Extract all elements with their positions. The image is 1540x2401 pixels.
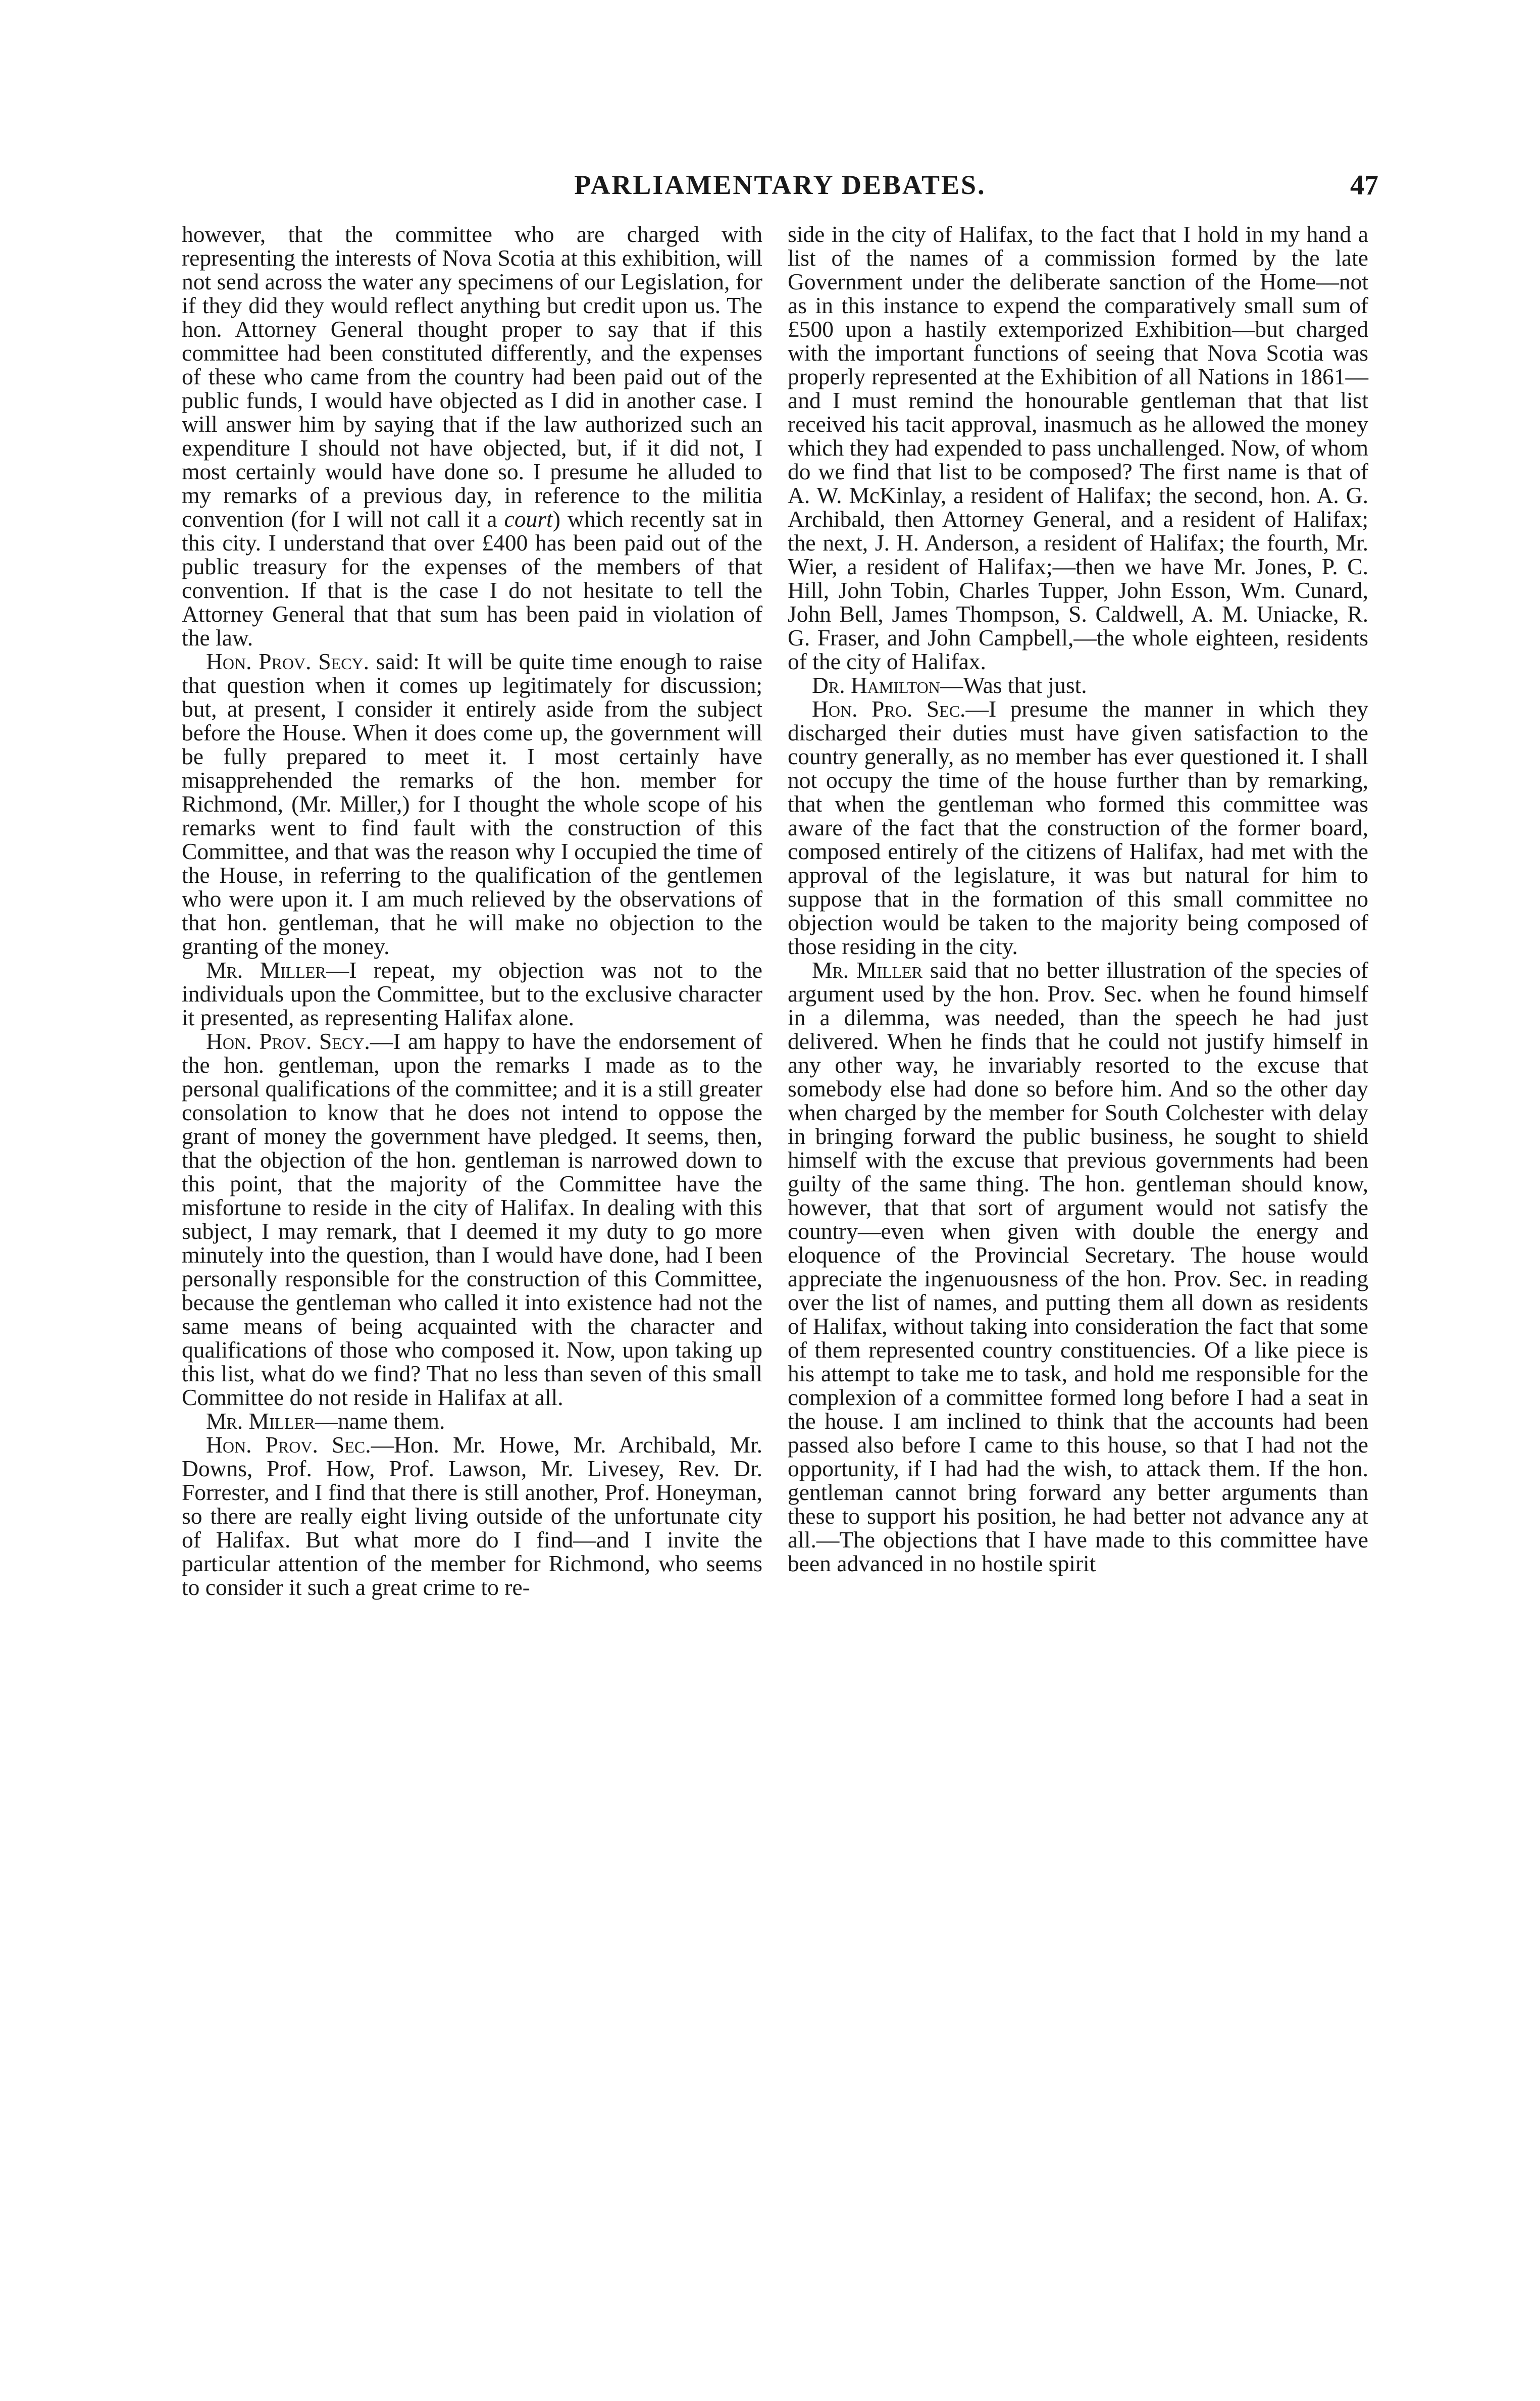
paragraph: Hon. Pro. Sec.—I presume the manner in which they discharged their duties must have given satisfaction to the country generally, as no member has ever questioned it. I shall not occupy the time of the house further than by remarking, that when the gentleman who formed this committee was aware of the fact that the construction of the former board, composed entirely of the citizens of Halifax, had met with the approval of the legislature, it was but natural for him to suppose that in the formation of this small committee no objection would be taken to the majority being composed of those residing in the city. [788, 696, 1368, 959]
paragraph: Hon. Prov. Sec.—Hon. Mr. Howe, Mr. Archibald, Mr. Downs, Prof. How, Prof. Lawson, Mr. Livesey, Rev. Dr. Forrester, and I find that there is still another, Prof. Honeyman, so there are really eight living outside of the unfortunate city of Halifax. But what more do I find—and I invite the particular attention of the member for Richmond, who seems to consider it such a great crime to re- [182, 1432, 762, 1600]
paragraph: Mr. Miller said that no better illustration of the species of argument used by the hon. Prov. Sec. when he found himself in a dilemma, was needed, than the speech he had just delivered. When he finds that he could not justify himself in any other way, he invariably resorted to the excuse that somebody else had done so before him. And so the other day when charged by the member for South Colchester with delay in bringing forward the public business, he sought to shield himself with the excuse that previous governments had been guilty of the same thing. The hon. gentleman should know, however, that that sort of argument would not satisfy the country—even when given with double the energy and eloquence of the Provincial Secretary. The house would appreciate the ingenuousness of the hon. Prov. Sec. in reading over the list of names, and putting them all down as residents of Halifax, without taking into consideration the fact that some of them represented country constituencies. Of a like piece is his attempt to take me to task, and hold me responsible for the complexion of a committee formed long before I had a seat in the house. I am inclined to think that the accounts had been passed also before I came to this house, so that I had not the opportunity, if I had had the wish, to attack them. If the hon. gentleman cannot bring forward any better arguments than these to support his position, he had better not advance any at all.—The objections that I have made to this committee have been advanced in no hostile spirit [788, 957, 1368, 1576]
paragraph: Hon. Prov. Secy.—I am happy to have the endorsement of the hon. gentleman, upon the remarks I made as to the personal qualifications of the committee; and it is a still greater consolation to know that he does not intend to oppose the grant of money the government have pledged. It seems, then, that the objection of the hon. gentleman is narrowed down to this point, that the majority of the Committee have the misfortune to reside in the city of Halifax. In dealing with this subject, I may remark, that I deemed it my duty to go more minutely into the question, than I would have done, had I been personally responsible for the construction of this Committee, because the gentleman who called it into existence had not the same means of being acquainted with the character and qualifications of those who composed it. Now, upon taking up this list, what do we find? That no less than seven of this small Committee do not reside in Halifax at all. [182, 1028, 763, 1410]
paragraph: Mr. Miller—name them. [206, 1408, 445, 1434]
speaker-name: Mr. Miller [206, 1408, 315, 1434]
paragraph: Hon. Prov. Secy. said: It will be quite time enough to raise that question when it comes up legitimately for discussion; but, at present, I consider it entirely aside from the subject before the House. When it does come up, the government will be fully prepared to meet it. I most certainly have misapprehended the remarks of the hon. member for Richmond, (Mr. Miller,) for I thought the whole scope of his remarks went to find fault with the construction of this Committee, and that was the reason why I occupied the time of the House, in referring to the qualification of the gentlemen who were upon it. I am much relieved by the observations of that hon. gentleman, that he will make no objection to the granting of the money. [182, 648, 763, 959]
speaker-name: Mr. Miller [206, 957, 326, 983]
paragraph: however, that the committee who are charged with representing the interests of Nova Scotia at this exhibition, will not send across the water any specimens of our Legislation, for if they did they would reflect anything but credit upon us. The hon. Attorney General thought proper to say that if this committee had been constituted differently, and the expenses of these who came from the country had been paid out of the public funds, I would have objected as I did in another case. I will answer him by saying that if the law authorized such an expenditure I should not have objected, but, if it did not, I most certainly would have done so. I presume he alluded to my remarks of a previous day, in reference to the militia convention (for I will not call it a court) which recently sat in this city. I understand that over £400 has been paid out of the public treasury for the expenses of the members of that convention. If that is the case I do not hesitate to tell the Attorney General that that sum has been paid in violation of the law. [182, 221, 762, 651]
paragraph: Dr. Hamilton—Was that just. [812, 672, 1087, 698]
paragraph: side in the city of Halifax, to the fact that I hold in my hand a list of the names of a commission formed by the late Government under the deliberate sanction of the Home—not as in this instance to expend the comparatively small sum of £500 upon a hastily extemporized Exhibition—but charged with the important functions of seeing that Nova Scotia was properly represented at the Exhibition of all Nations in 1861—and I must remind the honourable gentleman that that list received his tacit approval, inasmuch as he allowed the money which they had expended to pass unchallenged. Now, of whom do we find that list to be composed? The first name is that of A. W. McKinlay, a resident of Halifax; the second, hon. A. G. Archibald, then Attorney General, and a resident of Halifax; the next, J. H. Anderson, a resident of Halifax; the fourth, Mr. Wier, a resident of Halifax;—then we have Mr. Jones, P. C. Hill, John Tobin, Charles Tupper, John Esson, Wm. Cunard, John Bell, James Thompson, S. Caldwell, A. M. Uniacke, R. G. Fraser, and John Campbell,—the whole eighteen, residents of the city of Halifax. [788, 221, 1368, 674]
page-number: 47 [1350, 170, 1378, 201]
speaker-name: Mr. Miller [812, 957, 922, 983]
speaker-name: Hon. Prov. Secy. [206, 648, 370, 674]
running-title: PARLIAMENTARY DEBATES. [574, 170, 986, 200]
speaker-name: Hon. Prov. Secy. [206, 1028, 370, 1054]
left-column [182, 222, 762, 1599]
speaker-name: Hon. Pro. Sec. [812, 696, 966, 722]
paragraph: Mr. Miller—I repeat, my objection was not to the individuals upon the Committee, but to the exclusive character it presented, as representing Halifax alone. [182, 957, 762, 1030]
speaker-name: Dr. Hamilton [812, 672, 940, 698]
speaker-name: Hon. Prov. Sec. [206, 1432, 371, 1458]
page-header [182, 169, 1378, 210]
right-column [788, 222, 1368, 1575]
